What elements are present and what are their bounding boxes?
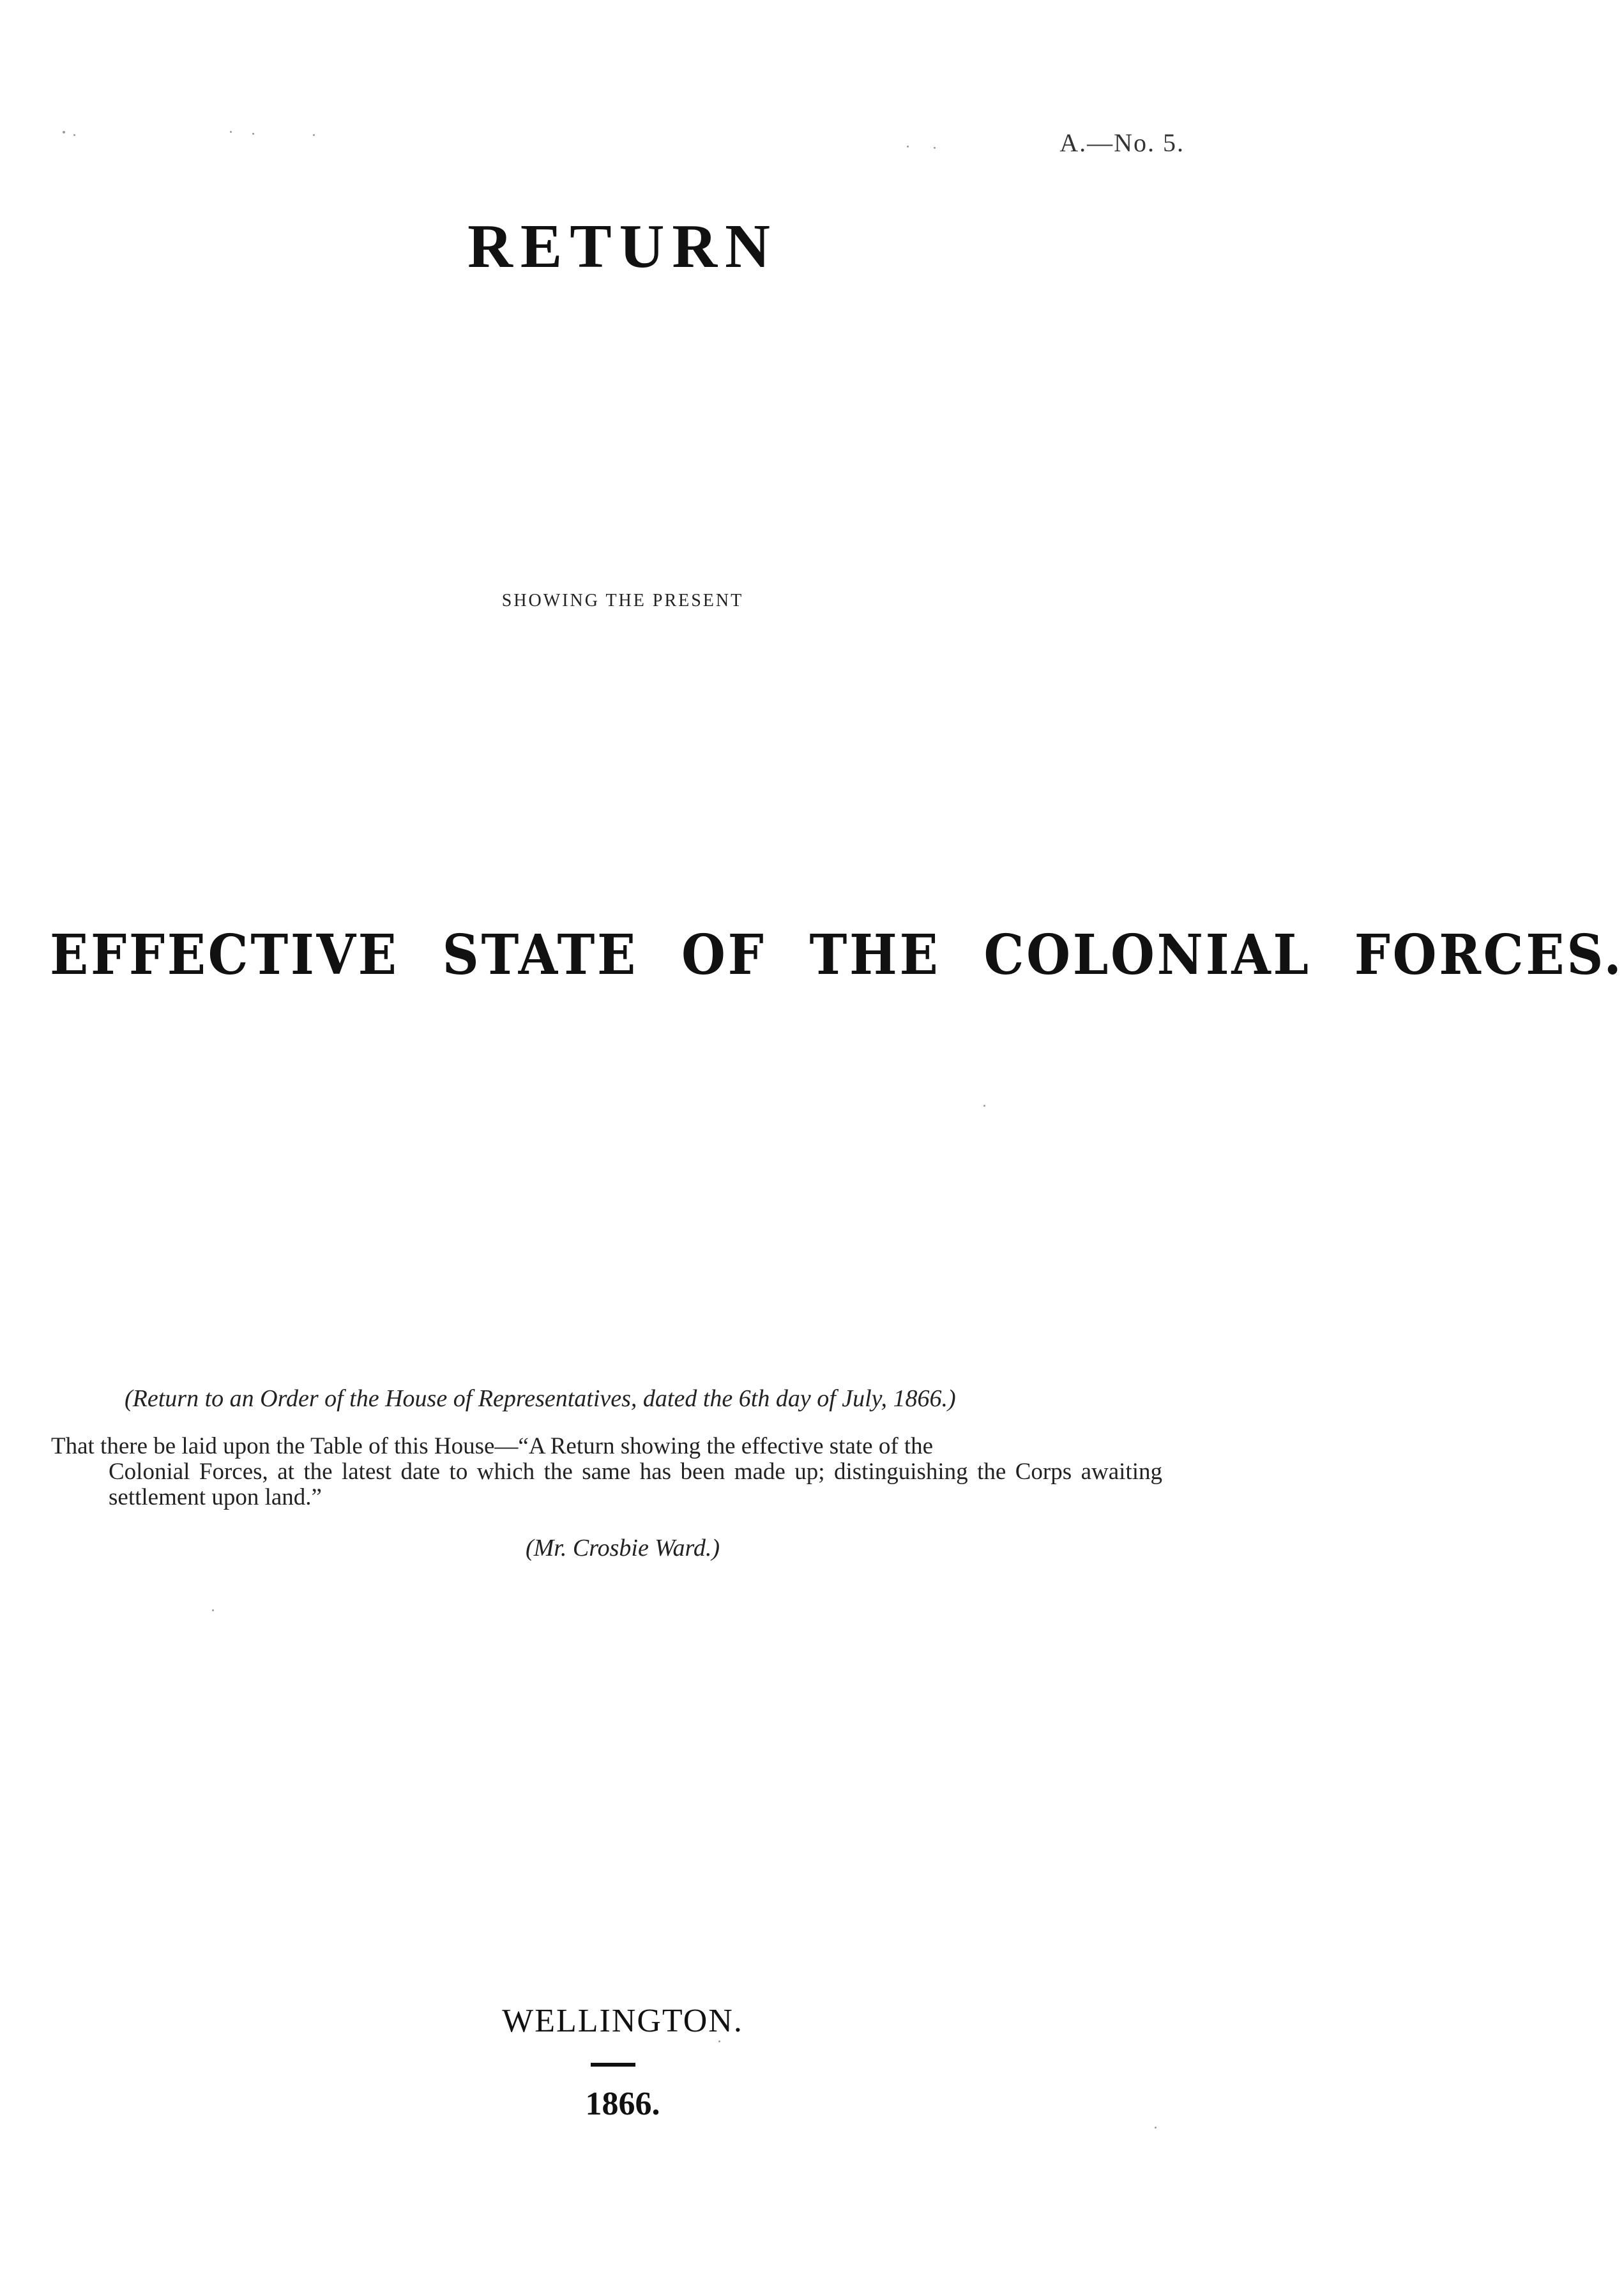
scan-speck [718,2040,720,2042]
scan-speck [934,147,936,149]
scan-speck [212,1609,214,1611]
scan-speck [63,131,65,133]
scan-speck [252,133,254,135]
document-number: A.—No. 5. [1059,128,1185,157]
motion-continuation: Colonial Forces, at the latest date to which the same has been made up; distinguishing the Corps awaiting settlement upon land.” [109,1459,1162,1510]
mover-name: (Mr. Crosbie Ward.) [525,1535,720,1561]
scan-speck [73,134,75,136]
scan-speck [907,146,909,148]
scan-speck [230,131,232,133]
publication-year: 1866. [585,2086,660,2122]
motion-text [51,1434,1162,1510]
scan-speck [313,134,315,136]
scan-speck [983,1105,985,1107]
document-subtitle: SHOWING THE PRESENT [501,591,744,611]
publication-place: WELLINGTON. [502,2003,743,2039]
scan-speck [1155,2127,1157,2129]
motion-first-line: That there be laid upon the Table of this House—“A Return showing the effective state of the [51,1433,934,1459]
divider-rule [591,2063,635,2067]
order-reference: (Return to an Order of the House of Representatives, dated the 6th day of July, 1866.) [125,1385,956,1412]
document-heading: EFFECTIVE STATE OF THE COLONIAL FORCES. [50,923,1624,987]
document-title: RETURN [467,212,778,281]
